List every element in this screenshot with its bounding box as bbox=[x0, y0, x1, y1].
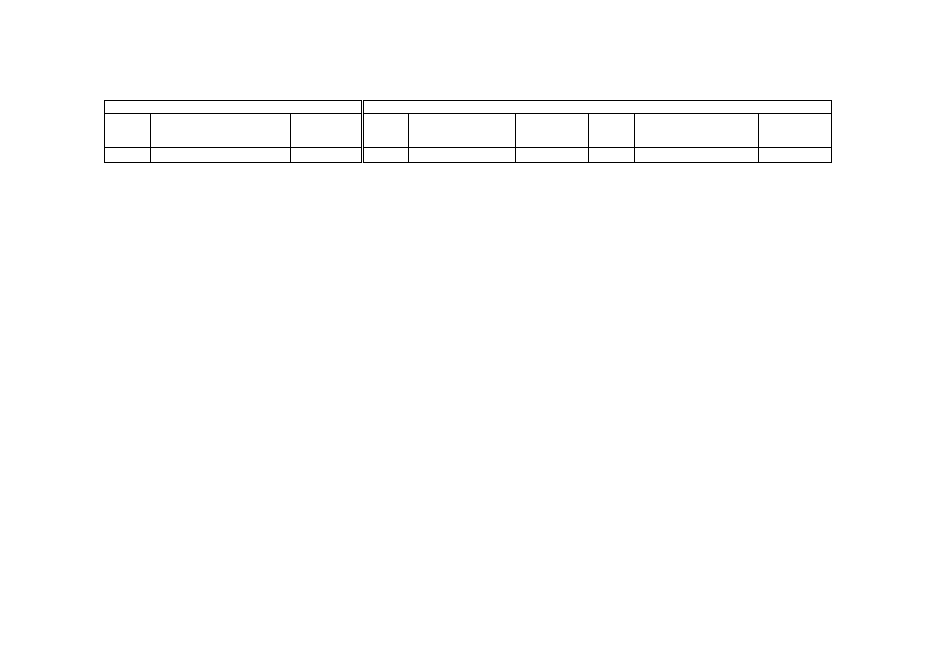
group-header-personnel bbox=[105, 101, 363, 114]
col-header-name bbox=[151, 114, 291, 148]
cell-name bbox=[409, 148, 516, 163]
col-header-code bbox=[363, 114, 409, 148]
expenditure-table bbox=[104, 100, 832, 163]
cell-amount bbox=[516, 148, 589, 163]
cell-code bbox=[589, 148, 635, 163]
col-header-amount bbox=[291, 114, 363, 148]
cell-name bbox=[635, 148, 759, 163]
col-header-amount bbox=[516, 114, 589, 148]
col-header-amount bbox=[759, 114, 832, 148]
cell-code bbox=[105, 148, 151, 163]
table-row bbox=[105, 148, 832, 163]
col-header-name bbox=[409, 114, 516, 148]
col-header-name bbox=[635, 114, 759, 148]
cell-code bbox=[363, 148, 409, 163]
group-header-public bbox=[363, 101, 832, 114]
cell-amount bbox=[291, 148, 363, 163]
cell-amount bbox=[759, 148, 832, 163]
cell-name bbox=[151, 148, 291, 163]
col-header-code bbox=[589, 114, 635, 148]
col-header-code bbox=[105, 114, 151, 148]
